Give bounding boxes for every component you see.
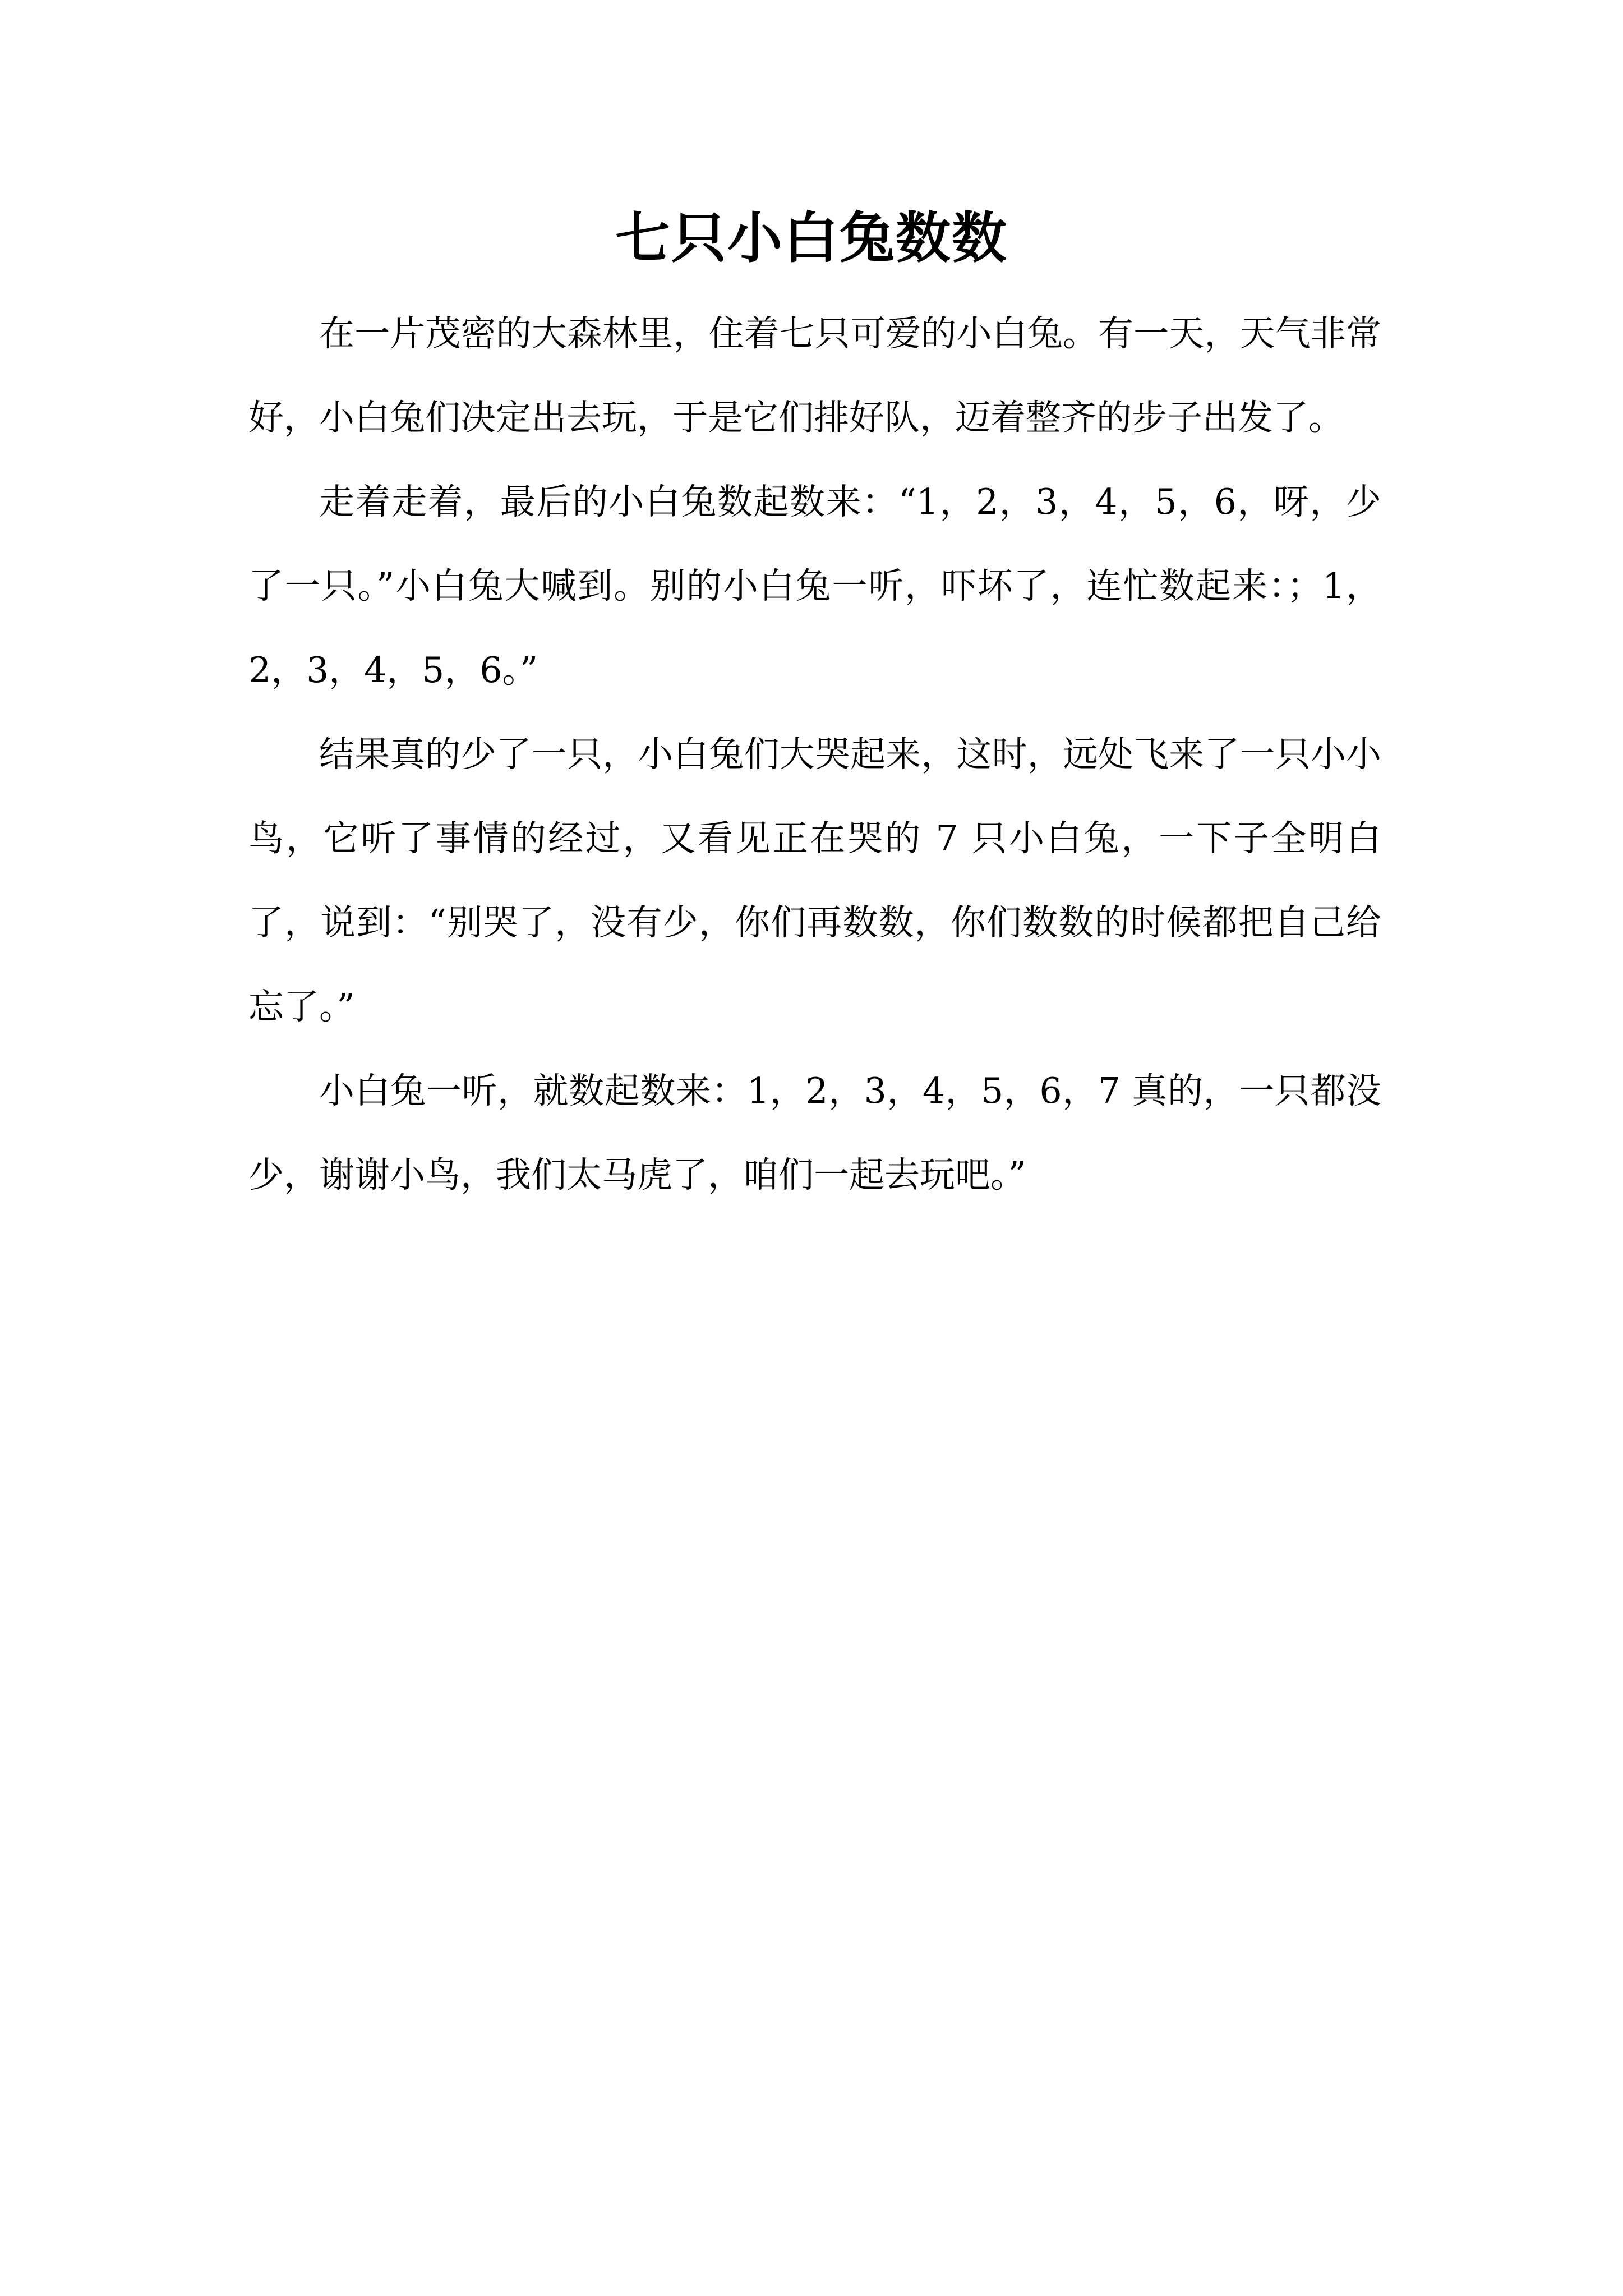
paragraph-3: 结果真的少了一只，小白兔们大哭起来，这时，远处飞来了一只小小鸟，它听了事情的经过，又看见正在哭的 7 只小白兔，一下子全明白了，说到：“别哭了，没有少，你们再数数，你们数数的时候都把自己给忘了。” — [248, 734, 1381, 1027]
paragraph-2: 走着走着，最后的小白兔数起数来：“1，2，3，4，5，6，呀，少了一只。”小白兔大喊到。别的小白兔一听，吓坏了，连忙数起来：；1，2，3，4，5，6。” — [248, 481, 1381, 691]
document-body — [248, 292, 1381, 1217]
paragraph-4: 小白兔一听，就数起数来：1，2，3，4，5，6，7 真的，一只都没少，谢谢小鸟，我们太马虎了，咱们一起去玩吧。” — [248, 1070, 1381, 1195]
document-title: 七只小白兔数数 — [615, 206, 1008, 270]
paragraph-1: 在一片茂密的大森林里，住着七只可爱的小白兔。有一天，天气非常好，小白兔们决定出去玩，于是它们排好队，迈着整齐的步子出发了。 — [248, 313, 1381, 438]
